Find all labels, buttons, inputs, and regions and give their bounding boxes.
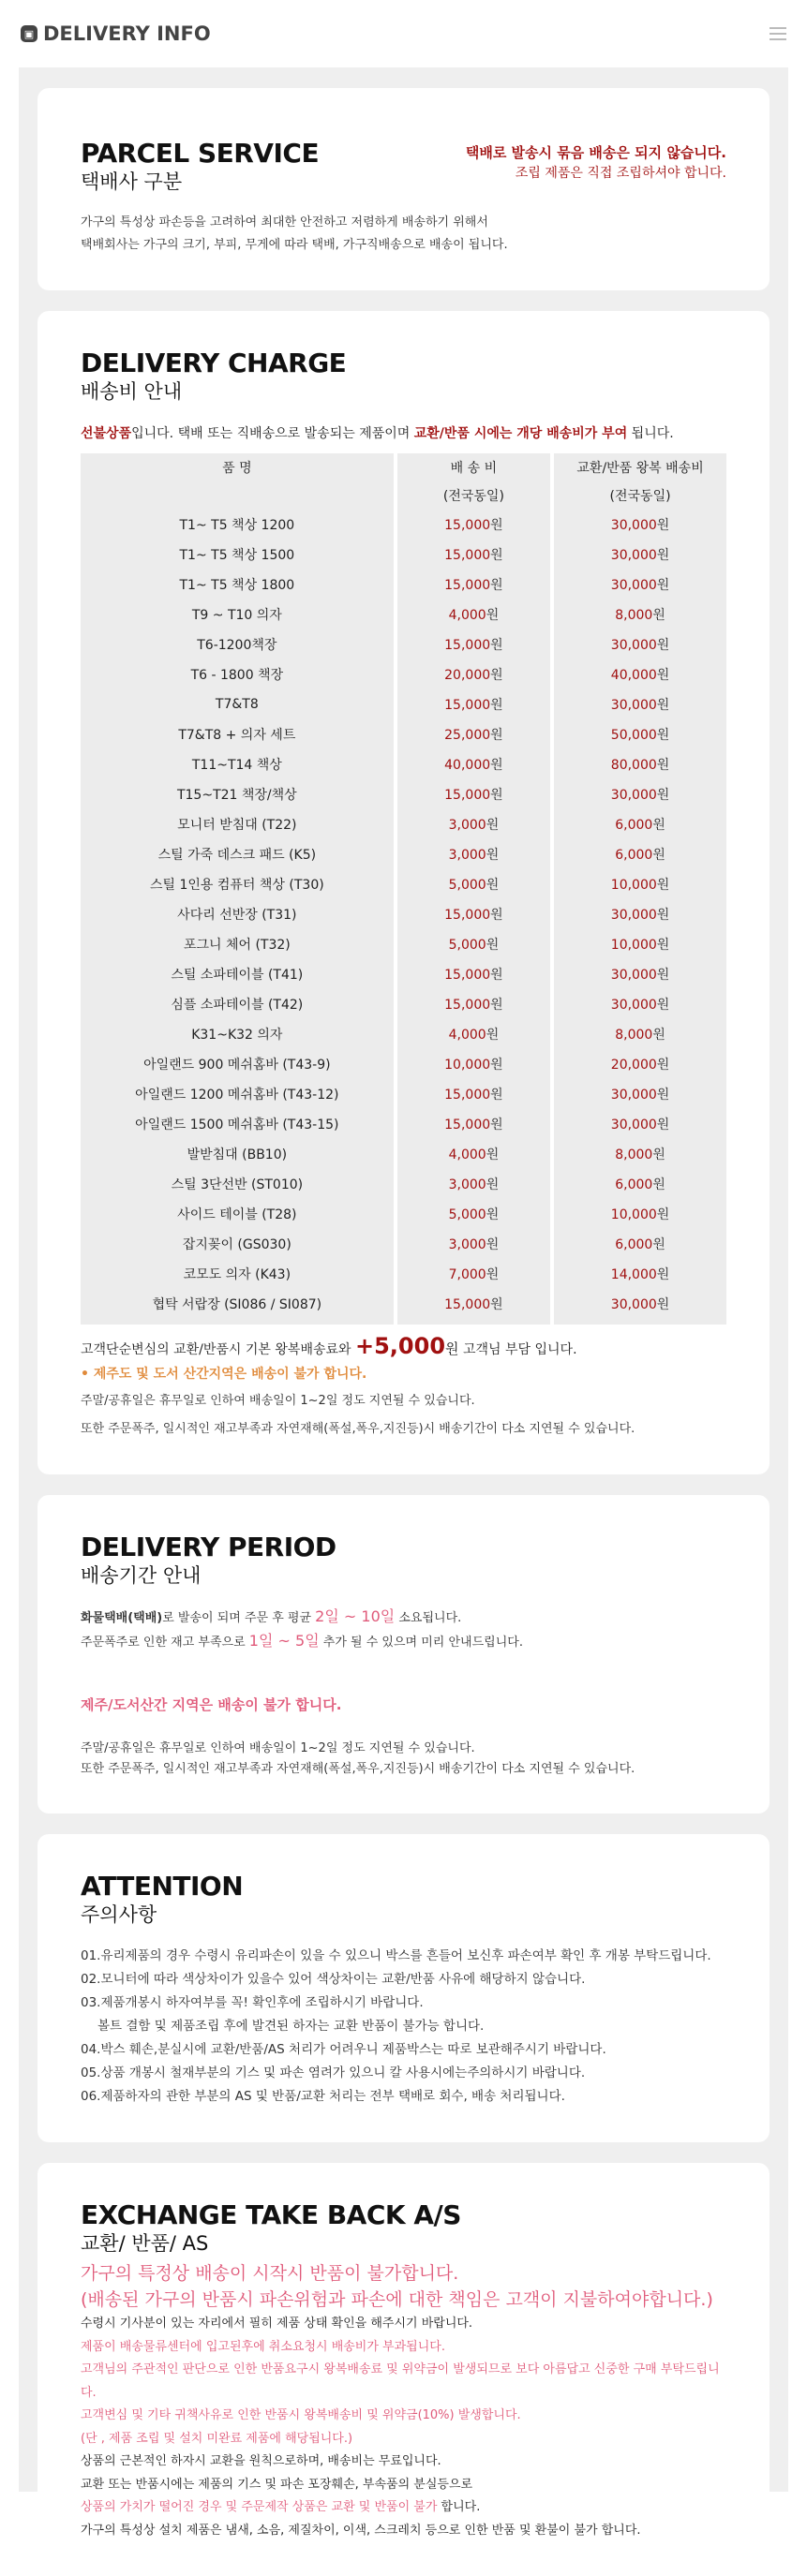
- won-unit: 원: [486, 1267, 500, 1282]
- rate-return-fee: [554, 1169, 726, 1199]
- won-unit: 원: [490, 548, 503, 563]
- won-unit: 원: [486, 1028, 500, 1043]
- rate-item-name: 아일랜드 900 메쉬홈바 (T43-9): [81, 1049, 394, 1079]
- rate-item-name: 사이드 테이블 (T28): [81, 1199, 394, 1229]
- rate-row: [81, 1019, 726, 1049]
- period-note-2: 또한 주문폭주, 일시적인 재고부족과 자연재해(폭설,폭우,지진등)시 배송기간이 다소 지연될 수 있습니다.: [81, 1762, 635, 1776]
- exchange-line-tail: 합니다.: [437, 2500, 481, 2514]
- rate-return-fee: [554, 1109, 726, 1139]
- period-line-2-a: 주문폭주로 인한 재고 부족으로: [81, 1636, 249, 1650]
- price-value: 30,000: [610, 788, 657, 803]
- parcel-title-en: PARCEL SERVICE: [81, 138, 320, 169]
- period-extra-days: 1일 ~ 5일: [248, 1632, 320, 1650]
- rate-item-name: 사다리 선반장 (T31): [81, 899, 394, 929]
- price-value: 40,000: [610, 668, 657, 683]
- col-header-return: 교환/반품 왕복 배송비: [554, 453, 726, 481]
- rate-fee: [397, 929, 550, 959]
- rate-row: [81, 719, 726, 749]
- price-value: 6,000: [615, 848, 653, 863]
- rate-row: [81, 809, 726, 839]
- rate-item-name: T11~T14 책상: [81, 749, 394, 779]
- attention-item: 01.유리제품의 경우 수령시 유리파손이 있을 수 있으니 박스를 흔들어 보신후 파손여부 확인 후 개봉 부탁드립니다.: [81, 1948, 711, 1963]
- price-value: 80,000: [610, 758, 657, 773]
- rate-return-fee: [554, 839, 726, 869]
- rate-fee: [397, 1199, 550, 1229]
- won-unit: 원: [656, 908, 670, 923]
- won-unit: 원: [656, 548, 670, 563]
- rate-item-name: T1~ T5 책상 1800: [81, 570, 394, 600]
- parcel-title-ko: 택배사 구분: [81, 170, 183, 193]
- won-unit: 원: [490, 788, 503, 803]
- period-days: 2일 ~ 10일: [315, 1607, 396, 1625]
- exchange-line: 고객님의 주관적인 판단으로 인한 반품요구시 왕복배송료 및 위약금이 발생되므로 보다 아름답고 신중한 구매 부탁드립니다.: [81, 2362, 720, 2400]
- won-unit: 원: [656, 1297, 670, 1312]
- parcel-header: [81, 139, 726, 212]
- rate-fee: [397, 869, 550, 899]
- rate-return-fee: [554, 600, 726, 629]
- rate-row: [81, 1289, 726, 1325]
- rate-fee: [397, 899, 550, 929]
- exchange-card: [37, 2163, 770, 2576]
- period-note-1: 주말/공휴일은 휴무일로 인하여 배송일이 1~2일 정도 지연될 수 있습니다.: [81, 1741, 475, 1755]
- rate-return-fee: [554, 1049, 726, 1079]
- price-value: 30,000: [610, 578, 657, 593]
- price-value: 15,000: [444, 548, 491, 563]
- price-value: 30,000: [610, 518, 657, 533]
- rate-fee: [397, 570, 550, 600]
- rate-row: [81, 929, 726, 959]
- won-unit: 원: [486, 1177, 500, 1192]
- exchange-lines: [81, 2313, 726, 2542]
- rate-fee: [397, 719, 550, 749]
- price-value: 15,000: [444, 1297, 491, 1312]
- col-header-name: 품 명: [81, 453, 394, 481]
- price-value: 15,000: [444, 698, 491, 713]
- price-value: 5,000: [448, 878, 486, 893]
- assembly-notice: 조립 제품은 직접 조립하셔야 합니다.: [515, 166, 726, 181]
- won-unit: 원: [490, 668, 503, 683]
- parcel-body-2: 택배회사는 가구의 크기, 부피, 무게에 따라 택배, 가구직배송으로 배송이 됩니다.: [81, 238, 508, 252]
- exchange-line: 교환 또는 반품시에는 제품의 기스 및 파손 포장훼손, 부속품의 분실등으로: [81, 2477, 473, 2492]
- price-value: 14,000: [610, 1267, 657, 1282]
- rate-item-name: 포그니 체어 (T32): [81, 929, 394, 959]
- rate-fee: [397, 629, 550, 659]
- price-value: 10,000: [610, 1207, 657, 1222]
- won-unit: 원: [486, 818, 500, 833]
- won-unit: 원: [486, 878, 500, 893]
- rate-item-name: T6-1200책장: [81, 629, 394, 659]
- won-unit: 원: [486, 938, 500, 953]
- rate-row: [81, 839, 726, 869]
- won-unit: 원: [490, 968, 503, 983]
- price-value: 6,000: [615, 1237, 653, 1252]
- won-unit: 원: [656, 668, 670, 683]
- attention-card: [37, 1834, 770, 2142]
- rate-return-fee: [554, 1019, 726, 1049]
- won-unit: 원: [490, 998, 503, 1013]
- charge-note-2: 또한 주문폭주, 일시적인 재고부족과 자연재해(폭설,폭우,지진등)시 배송기간이 다소 지연될 수 있습니다.: [81, 1422, 635, 1436]
- brand: [21, 22, 211, 45]
- won-unit: 원: [490, 908, 503, 923]
- parcel-body-1: 가구의 특성상 파손등을 고려하여 최대한 안전하고 저렴하게 배송하기 위해서: [81, 215, 488, 229]
- rate-item-name: T7&T8 + 의자 세트: [81, 719, 394, 749]
- rate-fee: [397, 989, 550, 1019]
- won-unit: 원: [652, 818, 665, 833]
- attention-item: 볼트 결함 및 제품조립 후에 발견된 하자는 교환 반품이 불가능 합니다.: [97, 2019, 485, 2034]
- won-unit: 원: [490, 638, 503, 653]
- won-unit: 원: [652, 608, 665, 623]
- won-unit: 원: [486, 1207, 500, 1222]
- page-title: DELIVERY INFO: [43, 22, 211, 45]
- price-value: 7,000: [448, 1267, 486, 1282]
- won-unit: 원: [490, 698, 503, 713]
- rate-row: [81, 1049, 726, 1079]
- charge-title-en: DELIVERY CHARGE: [81, 348, 347, 378]
- rate-fee: [397, 1259, 550, 1289]
- won-unit: 원: [656, 878, 670, 893]
- attention-item: 02.모니터에 따라 색상차이가 있을수 있어 색상차이는 교환/반품 사유에 해당하지 않습니다.: [81, 1972, 586, 1987]
- exchange-line: 상품의 근본적인 하자시 교환을 원칙으로하며, 배송비는 무료입니다.: [81, 2454, 441, 2468]
- rate-row: [81, 1229, 726, 1259]
- won-unit: 원: [656, 938, 670, 953]
- price-value: 8,000: [615, 608, 653, 623]
- price-value: 30,000: [610, 638, 657, 653]
- col-subheader-fee: (전국동일): [397, 481, 550, 510]
- rate-row: [81, 659, 726, 689]
- price-value: 30,000: [610, 908, 657, 923]
- rate-item-name: T7&T8: [81, 689, 394, 719]
- rate-row: [81, 989, 726, 1019]
- island-warning: • 제주도 및 도서 산간지역은 배송이 불가 합니다.: [81, 1367, 367, 1382]
- extra-fee-won: 원: [445, 1340, 459, 1357]
- charge-intro-c: 교환/반품 시에는 개당 배송비가 부여: [413, 426, 628, 441]
- rate-item-name: 협탁 서랍장 (SI086 / SI087): [81, 1289, 394, 1325]
- price-value: 10,000: [610, 878, 657, 893]
- price-value: 30,000: [610, 998, 657, 1013]
- rate-row: [81, 869, 726, 899]
- rate-fee: [397, 510, 550, 540]
- price-value: 15,000: [444, 518, 491, 533]
- period-line-2: [81, 1630, 726, 1654]
- won-unit: 원: [656, 788, 670, 803]
- rate-item-name: 스틸 소파테이블 (T41): [81, 959, 394, 989]
- attention-item: 06.제품하자의 관한 부분의 AS 및 반품/교환 처리는 전부 택배로 회수, 배송 처리됩니다.: [81, 2089, 565, 2104]
- price-value: 25,000: [444, 728, 491, 743]
- extra-fee-b: 고객님 부담 입니다.: [458, 1342, 577, 1357]
- exchange-line-highlight: 상품의 가치가 떨어진 경우 및 주문제작 상품은 교환 및 반품이 불가: [81, 2500, 438, 2514]
- period-line-2-c: 추가 될 수 있으며 미리 안내드립니다.: [319, 1636, 523, 1650]
- price-value: 15,000: [444, 998, 491, 1013]
- price-value: 40,000: [444, 758, 491, 773]
- delivery-charge-card: [37, 311, 770, 1474]
- rate-row: [81, 779, 726, 809]
- won-unit: 원: [652, 1147, 665, 1162]
- attention-title-ko: 주의사항: [81, 1903, 157, 1926]
- won-unit: 원: [656, 1058, 670, 1073]
- parcel-notice: [466, 139, 726, 212]
- rate-row: [81, 540, 726, 570]
- rate-item-name: T15~T21 책장/책상: [81, 779, 394, 809]
- rate-item-name: 아일랜드 1200 메쉬홈바 (T43-12): [81, 1079, 394, 1109]
- price-value: 15,000: [444, 638, 491, 653]
- exchange-line: 고객변심 및 기타 귀책사유로 인한 반품시 왕복배송비 및 위약금(10%) 발생합니다.: [81, 2408, 521, 2422]
- won-unit: 원: [656, 1118, 670, 1133]
- won-unit: 원: [656, 998, 670, 1013]
- exchange-title-ko: 교환/ 반품/ AS: [81, 2232, 209, 2255]
- won-unit: 원: [486, 608, 500, 623]
- exchange-title-en: EXCHANGE TAKE BACK A/S: [81, 2199, 461, 2230]
- won-unit: 원: [652, 848, 665, 863]
- exchange-line: (단 , 제품 조립 및 설치 미완료 제품에 해당됩니다.): [81, 2431, 353, 2446]
- rate-fee: [397, 540, 550, 570]
- price-value: 4,000: [448, 608, 486, 623]
- won-unit: 원: [490, 1058, 503, 1073]
- rate-return-fee: [554, 629, 726, 659]
- won-unit: 원: [656, 1088, 670, 1103]
- hamburger-menu-icon[interactable]: [770, 27, 786, 40]
- won-unit: 원: [656, 638, 670, 653]
- attention-item: 05.상품 개봉시 철재부분의 기스 및 파손 염려가 있으니 칼 사용시에는주의하시기 바랍니다.: [81, 2065, 586, 2080]
- rate-return-fee: [554, 659, 726, 689]
- price-value: 3,000: [448, 818, 486, 833]
- price-value: 30,000: [610, 548, 657, 563]
- content-area: [19, 67, 788, 2538]
- price-value: 30,000: [610, 698, 657, 713]
- price-value: 4,000: [448, 1147, 486, 1162]
- won-unit: 원: [486, 1147, 500, 1162]
- bundle-notice: 택배로 발송시 묶음 배송은 되지 않습니다.: [465, 144, 726, 161]
- rate-return-fee: [554, 689, 726, 719]
- rate-item-name: 스틸 3단선반 (ST010): [81, 1169, 394, 1199]
- rate-fee: [397, 1019, 550, 1049]
- rate-row: [81, 1259, 726, 1289]
- top-bar: [0, 0, 807, 67]
- rate-fee: [397, 689, 550, 719]
- parcel-service-card: [37, 88, 770, 290]
- rate-fee: [397, 1289, 550, 1325]
- won-unit: 원: [490, 728, 503, 743]
- rate-row: [81, 959, 726, 989]
- price-value: 30,000: [610, 1297, 657, 1312]
- period-line-1-b: 로 발송이 되며 주문 후 평균: [162, 1611, 316, 1625]
- rate-row: [81, 749, 726, 779]
- rate-fee: [397, 1049, 550, 1079]
- rate-row: [81, 1139, 726, 1169]
- rate-table: [77, 453, 730, 1325]
- rate-return-fee: [554, 1079, 726, 1109]
- col-header-fee: 배 송 비: [397, 453, 550, 481]
- rate-return-fee: [554, 809, 726, 839]
- price-value: 15,000: [444, 578, 491, 593]
- period-island-warning: 제주/도서산간 지역은 배송이 불가 합니다.: [81, 1696, 342, 1713]
- rate-fee: [397, 1079, 550, 1109]
- rate-fee: [397, 1139, 550, 1169]
- rate-return-fee: [554, 749, 726, 779]
- charge-intro: [81, 422, 726, 446]
- won-unit: 원: [490, 578, 503, 593]
- won-unit: 원: [490, 758, 503, 773]
- won-unit: 원: [486, 1237, 500, 1252]
- price-value: 30,000: [610, 1088, 657, 1103]
- rate-item-name: 발받침대 (BB10): [81, 1139, 394, 1169]
- rate-fee: [397, 749, 550, 779]
- charge-note-1: 주말/공휴일은 휴무일로 인하여 배송일이 1~2일 정도 지연될 수 있습니다.: [81, 1394, 475, 1408]
- price-value: 15,000: [444, 1088, 491, 1103]
- won-unit: 원: [490, 1088, 503, 1103]
- rate-fee: [397, 839, 550, 869]
- won-unit: 원: [652, 1177, 665, 1192]
- rate-fee: [397, 1229, 550, 1259]
- rate-fee: [397, 809, 550, 839]
- won-unit: 원: [656, 758, 670, 773]
- rate-row: [81, 1079, 726, 1109]
- price-value: 15,000: [444, 1118, 491, 1133]
- won-unit: 원: [656, 518, 670, 533]
- rate-return-fee: [554, 959, 726, 989]
- rate-row: [81, 629, 726, 659]
- won-unit: 원: [652, 1028, 665, 1043]
- rate-return-fee: [554, 719, 726, 749]
- rate-fee: [397, 600, 550, 629]
- rate-row: [81, 570, 726, 600]
- rate-return-fee: [554, 1259, 726, 1289]
- charge-intro-b: 입니다. 택배 또는 직배송으로 발송되는 제품이며: [131, 426, 414, 441]
- rate-return-fee: [554, 899, 726, 929]
- rate-fee: [397, 959, 550, 989]
- attention-title-en: ATTENTION: [81, 1871, 244, 1902]
- rate-item-name: 스틸 1인용 컴퓨터 책상 (T30): [81, 869, 394, 899]
- exchange-line: 제품이 배송물류센터에 입고된후에 취소요청시 배송비가 부과됩니다.: [81, 2339, 445, 2354]
- extra-fee-line: [81, 1334, 726, 1362]
- rate-row: [81, 600, 726, 629]
- won-unit: 원: [656, 578, 670, 593]
- rate-item-name: 아일랜드 1500 메쉬홈바 (T43-15): [81, 1109, 394, 1139]
- rate-row: [81, 899, 726, 929]
- price-value: 6,000: [615, 818, 653, 833]
- rate-return-fee: [554, 779, 726, 809]
- rate-fee: [397, 659, 550, 689]
- won-unit: 원: [486, 848, 500, 863]
- price-value: 15,000: [444, 788, 491, 803]
- won-unit: 원: [656, 698, 670, 713]
- rate-item-name: K31~K32 의자: [81, 1019, 394, 1049]
- price-value: 3,000: [448, 848, 486, 863]
- exchange-line: [81, 2496, 726, 2520]
- won-unit: 원: [652, 1237, 665, 1252]
- won-unit: 원: [656, 968, 670, 983]
- rate-return-fee: [554, 1289, 726, 1325]
- price-value: 30,000: [610, 968, 657, 983]
- won-unit: 원: [656, 728, 670, 743]
- price-value: 5,000: [448, 938, 486, 953]
- rate-item-name: 잡지꽂이 (GS030): [81, 1229, 394, 1259]
- charge-intro-d: 됩니다.: [627, 426, 674, 441]
- price-value: 30,000: [610, 1118, 657, 1133]
- period-title-en: DELIVERY PERIOD: [81, 1532, 336, 1562]
- price-value: 8,000: [615, 1028, 653, 1043]
- rate-return-fee: [554, 1139, 726, 1169]
- won-unit: 원: [490, 1118, 503, 1133]
- rate-item-name: T1~ T5 책상 1500: [81, 540, 394, 570]
- price-value: 5,000: [448, 1207, 486, 1222]
- rate-return-fee: [554, 989, 726, 1019]
- rate-item-name: T1~ T5 책상 1200: [81, 510, 394, 540]
- rate-item-name: T6 - 1800 책장: [81, 659, 394, 689]
- attention-item: 04.박스 훼손,분실시에 교환/반품/AS 처리가 어려우니 제품박스는 따로 보관해주시기 바랍니다.: [81, 2042, 606, 2057]
- rate-item-name: 스틸 가죽 데스크 패드 (K5): [81, 839, 394, 869]
- rate-return-fee: [554, 1229, 726, 1259]
- rate-return-fee: [554, 540, 726, 570]
- delivery-period-card: [37, 1495, 770, 1814]
- price-value: 4,000: [448, 1028, 486, 1043]
- price-value: 6,000: [615, 1177, 653, 1192]
- rate-row: [81, 1109, 726, 1139]
- col-subheader-name: [81, 481, 394, 510]
- price-value: 20,000: [610, 1058, 657, 1073]
- price-value: 3,000: [448, 1177, 486, 1192]
- rate-return-fee: [554, 1199, 726, 1229]
- price-value: 10,000: [444, 1058, 491, 1073]
- rate-fee: [397, 779, 550, 809]
- period-line-1-a: 화물택배(택배): [81, 1611, 163, 1625]
- rate-return-fee: [554, 929, 726, 959]
- exchange-line: 가구의 특성상 설치 제품은 냄새, 소음, 제질차이, 이색, 스크레치 등으로 인한 반품 및 환불이 불가 합니다.: [81, 2523, 641, 2538]
- extra-fee-amount: +5,000: [355, 1333, 446, 1359]
- prepaid-label: 선불상품: [81, 426, 132, 441]
- rate-return-fee: [554, 510, 726, 540]
- rate-item-name: T9 ~ T10 의자: [81, 600, 394, 629]
- period-title-ko: 배송기간 안내: [81, 1564, 202, 1587]
- rate-item-name: 심플 소파테이블 (T42): [81, 989, 394, 1019]
- won-unit: 원: [490, 1297, 503, 1312]
- price-value: 3,000: [448, 1237, 486, 1252]
- col-subheader-return: (전국동일): [554, 481, 726, 510]
- rate-row: [81, 689, 726, 719]
- price-value: 10,000: [610, 938, 657, 953]
- rate-fee: [397, 1109, 550, 1139]
- rate-table-body: [81, 510, 726, 1325]
- exchange-headline-1: 가구의 특정상 배송이 시작시 반품이 불가합니다.: [81, 2263, 459, 2284]
- rate-fee: [397, 1169, 550, 1199]
- rate-item-name: 모니터 받침대 (T22): [81, 809, 394, 839]
- exchange-line: 수령시 기사분이 있는 자리에서 필히 제품 상태 확인을 해주시기 바랍니다.: [81, 2317, 473, 2331]
- rate-row: [81, 1169, 726, 1199]
- period-line-1: [81, 1606, 726, 1630]
- attention-item: 03.제품개봉시 하자여부를 꼭! 확인후에 조립하시기 바랍니다.: [81, 1995, 424, 2010]
- rate-return-fee: [554, 570, 726, 600]
- rate-row: [81, 1199, 726, 1229]
- price-value: 50,000: [610, 728, 657, 743]
- price-value: 15,000: [444, 908, 491, 923]
- exchange-headline-2: (배송된 가구의 반품시 파손위험과 파손에 대한 책임은 고객이 지불하여야합니다.): [81, 2289, 713, 2310]
- rate-row: [81, 510, 726, 540]
- price-value: 8,000: [615, 1147, 653, 1162]
- won-unit: 원: [656, 1207, 670, 1222]
- won-unit: 원: [656, 1267, 670, 1282]
- price-value: 20,000: [444, 668, 491, 683]
- won-unit: 원: [490, 518, 503, 533]
- price-value: 15,000: [444, 968, 491, 983]
- charge-title-ko: 배송비 안내: [81, 380, 183, 403]
- extra-fee-a: 고객단순변심의 교환/반품시 기본 왕복배송료와: [81, 1342, 355, 1357]
- period-line-1-d: 소요됩니다.: [395, 1611, 462, 1625]
- rate-return-fee: [554, 869, 726, 899]
- rate-item-name: 코모도 의자 (K43): [81, 1259, 394, 1289]
- chat-bubble-icon: ▣: [21, 25, 37, 42]
